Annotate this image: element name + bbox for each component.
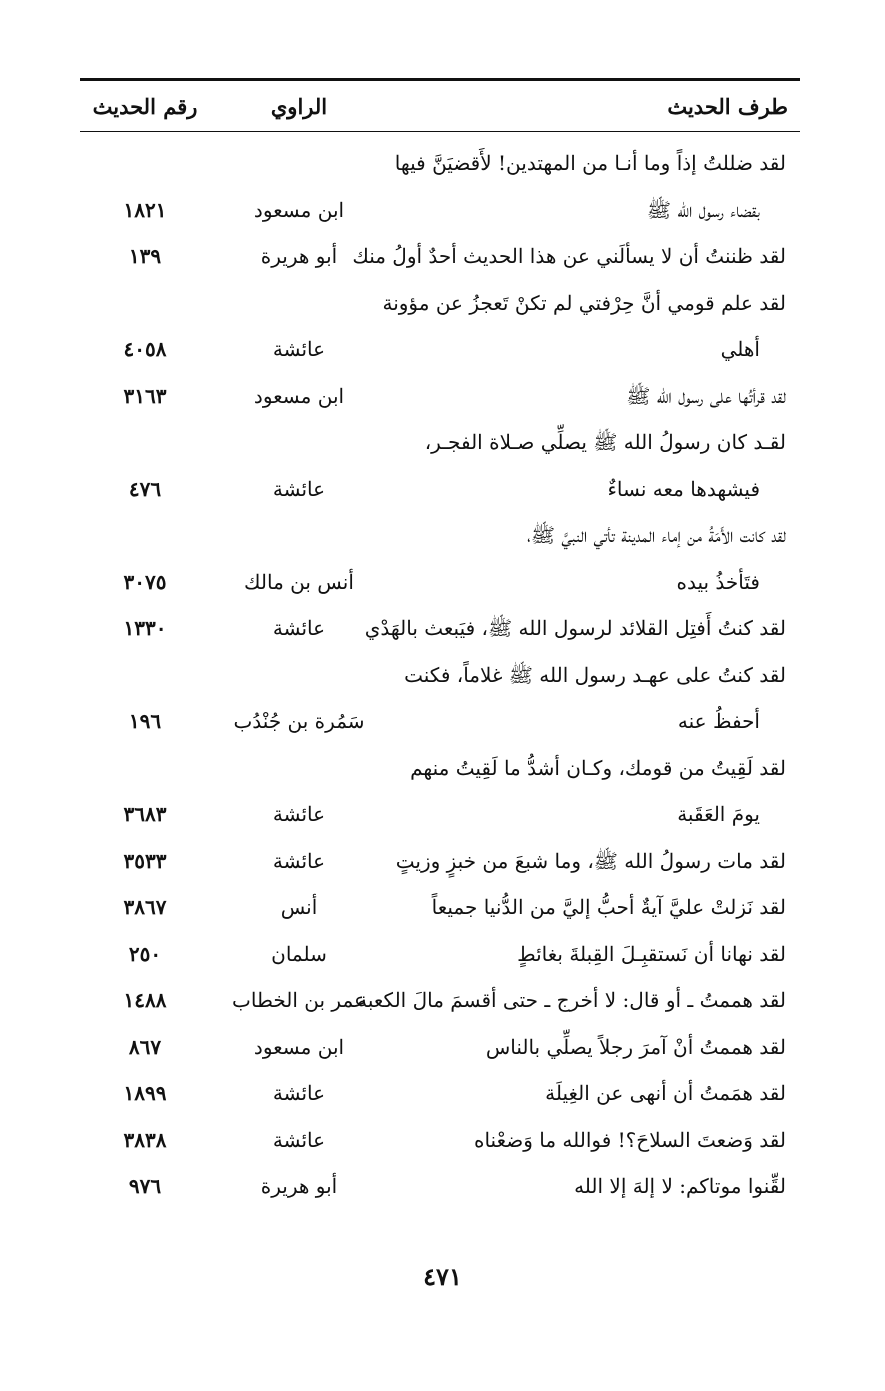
narrator-cell: عمر بن الخطاب [232,988,366,1012]
hadith-text-cell [388,884,800,931]
hadith-number-cell: ٣٦٨٣ [123,802,167,826]
hadith-text-line: أحفظُ عنه [677,709,760,733]
table-row [80,745,800,838]
table-row [80,1163,800,1210]
hadith-text-cell [388,1163,800,1210]
hadith-number-cell: ١٨٩٩ [123,1081,167,1105]
hadith-number-cell: ٩٧٦ [128,1174,162,1198]
hadith-number-cell: ١٤٨٨ [123,988,167,1012]
hadith-text-cell [388,512,800,605]
page-number: ٤٧١ [423,1262,462,1291]
narrator-cell: أبو هريرة [260,244,338,268]
hadith-text-cell [364,605,800,652]
hadith-text-line: لقد وَضعتَ السلاحَ؟! فوالله ما وَضعْناه [473,1127,786,1152]
hadith-text-line: لقد ظننتُ أن لا يسألَني عن هذا الحديث أحدٌ أولُ منك [352,244,786,268]
hadith-text-cell [388,140,800,233]
table-body [80,140,800,1210]
table-row [80,884,800,931]
hadith-number-cell: ٤٠٥٨ [123,337,167,361]
narrator-cell: سلمان [271,941,327,966]
hadith-text-line: فيشهدها معه نساءٌ [607,476,760,501]
narrator-cell: عائشة [272,802,326,826]
hadith-number-cell: ٣١٦٣ [123,383,167,408]
narrator-cell: ابن مسعود [253,383,345,408]
table-row [80,140,800,233]
narrator-cell: أنس [280,895,318,919]
table-row [80,977,800,1024]
hadith-number-cell: ٢٥٠ [128,941,162,966]
hadith-text-line: لقد نَزلتْ عليَّ آيةٌ أحبُّ إليَّ من الدُّنيا جميعاً [431,895,786,919]
narrator-cell: عائشة [272,337,326,361]
hadith-text-line: لقد كنتُ على عهـد رسول الله ﷺ غلاماً، فكنت [404,662,786,687]
hadith-number-cell: ٤٧٦ [128,476,162,501]
table-row [80,1070,800,1117]
narrator-cell: عائشة [272,616,326,640]
table-row [80,373,800,420]
table-header [80,81,800,132]
hadith-text-cell [388,1070,800,1117]
table-row [80,1117,800,1164]
table-row [80,419,800,512]
hadith-text-line: لقد قرأتُها على رسول الله ﷺ [626,383,786,408]
hadith-text-cell [388,931,800,978]
table-row [80,652,800,745]
table-row [80,1024,800,1071]
hadith-text-line: لقد هممتُ أنْ آمرَ رجلاً يصلِّي بالناس [485,1034,786,1059]
hadith-text-line: فتَأخذُ بيده [676,569,760,594]
hadith-text-cell [388,652,800,745]
hadith-text-line: بقضاء رسول الله ﷺ [646,197,760,222]
hadith-text-cell [388,419,800,512]
hadith-text-cell [357,977,800,1024]
hadith-number-cell: ٨٦٧ [128,1034,162,1059]
hadith-number-cell: ٣٨٦٧ [123,895,167,919]
hadith-number-cell: ٣٥٣٣ [123,848,167,873]
hadith-text-line: يومَ العَقَبة [677,802,760,826]
header-hadith-number: رقم الحديث [92,93,198,119]
table-row [80,931,800,978]
narrator-cell: عائشة [272,1127,326,1152]
hadith-number-cell: ١٩٦ [128,709,162,733]
hadith-text-cell [388,1024,800,1071]
hadith-text-cell [388,745,800,838]
hadith-text-line: لقد كنتُ أَفتِل القلائد لرسول الله ﷺ، فيَبعث بالهَدْي [364,616,786,640]
table-row [80,838,800,885]
narrator-cell: أبو هريرة [260,1174,338,1198]
narrator-cell: ابن مسعود [253,197,345,222]
hadith-text-line: لقد علم قومي أنَّ حِرْفتي لم تكنْ تَعجزُ عن مؤونة [382,290,786,315]
narrator-cell: سَمُرة بن جُنْدُب [233,709,365,733]
hadith-text-line: أهلي [720,337,760,361]
hadith-text-cell [388,1117,800,1164]
hadith-number-cell: ١٣٩ [128,244,162,268]
hadith-text-line: لقد هممتُ ـ أو قال: لا أخرج ـ حتى أقسمَ مالَ الكعبة [357,988,786,1012]
table-row [80,605,800,652]
hadith-text-cell [388,373,800,420]
narrator-cell: عائشة [272,1081,326,1105]
narrator-cell: أنس بن مالك [244,569,354,594]
hadith-number-cell: ٣٠٧٥ [123,569,167,594]
hadith-text-line: لقد نهانا أن نَستقبِـلَ القِبلةَ بغائطٍ [517,941,786,966]
hadith-text-line: لقد لَقِيتُ من قومك، وكـان أشدُّ ما لَقِيتُ منهم [410,755,786,780]
narrator-cell: عائشة [272,476,326,501]
hadith-text-cell [388,838,800,885]
hadith-number-cell: ٣٨٣٨ [123,1127,167,1152]
hadith-text-cell [352,233,800,280]
hadith-text-line: لقد همَمتُ أن أنهى عن الغِيلَة [545,1081,786,1105]
hadith-index-page [80,78,800,1210]
hadith-number-cell: ١٣٣٠ [123,616,167,640]
hadith-text-line: لقد مات رسولُ الله ﷺ، وما شبعَ من خبزٍ وزيتٍ [395,848,786,873]
hadith-text-line: لقد ضللتُ إذاً وما أنـا من المهتدين! لأَقضيَنَّ فيها [394,151,786,175]
hadith-text-line: لقد كانت الأَمَةُ من إماء المدينة تأتي النبيَّ ﷺ، [527,523,786,547]
header-narrator: الراوي [270,93,328,119]
narrator-cell: عائشة [272,848,326,873]
narrator-cell: ابن مسعود [253,1034,345,1059]
table-row [80,512,800,605]
table-row [80,233,800,280]
hadith-text-line: لقـد كان رسولُ الله ﷺ يصلِّي صـلاة الفجـر، [424,430,786,454]
hadith-number-cell: ١٨٢١ [123,197,167,222]
hadith-text-line: لقِّنوا موتاكم: لا إلهَ إلا الله [574,1174,786,1198]
hadith-text-cell [382,280,800,373]
header-hadith-text: طرف الحديث [667,93,788,119]
table-row [80,280,800,373]
